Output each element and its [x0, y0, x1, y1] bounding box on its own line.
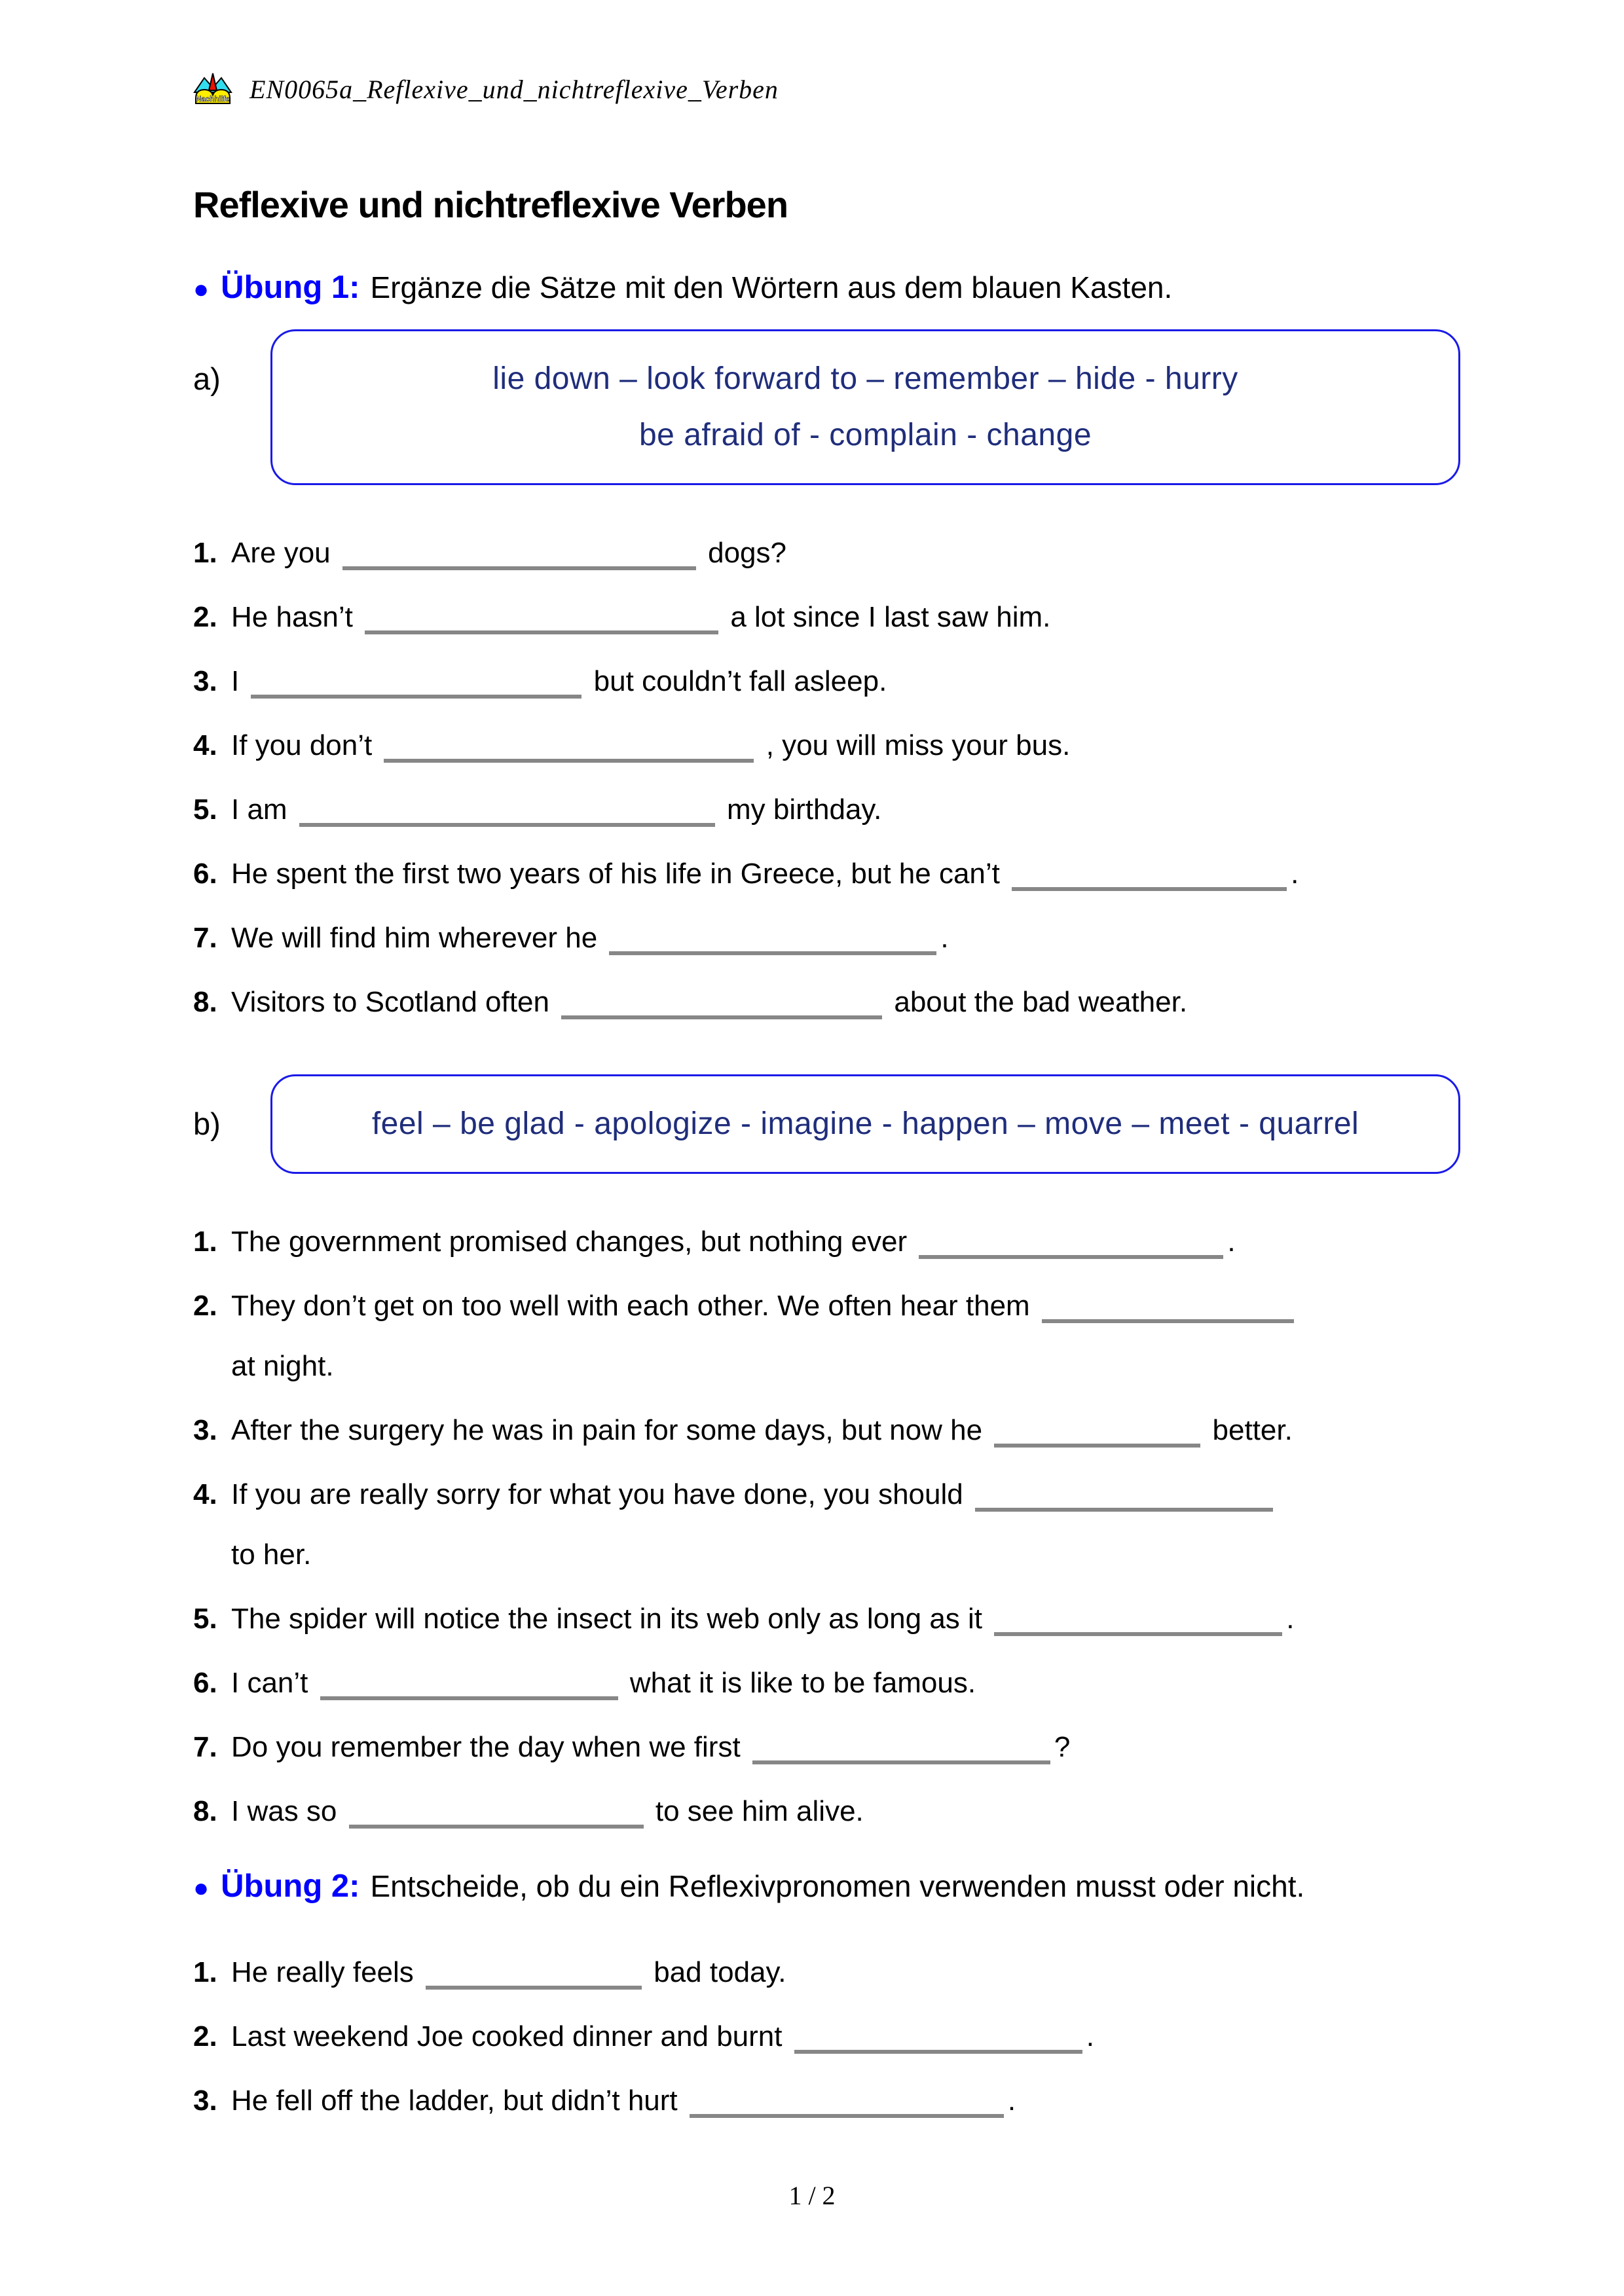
sentence-text: Visitors to Scotland often about the bad weather.: [231, 986, 1188, 1018]
blank-line: [690, 2107, 1004, 2118]
blank-line: [384, 752, 754, 763]
part-a-box-row: [193, 329, 1460, 485]
sentence-number: 2.: [193, 2020, 217, 2052]
blank-line: [975, 1501, 1273, 1512]
exercise1-label: Übung 1:: [221, 270, 360, 305]
sentence-item: [193, 844, 1460, 904]
sentence-number: 4.: [193, 1478, 217, 1510]
sentence-text: They don’t get on too well with each other. We often hear them at night.: [231, 1276, 1460, 1396]
sentence-number: 5.: [193, 793, 217, 826]
sentence-number: 1.: [193, 1226, 217, 1258]
sentence-item: [193, 1942, 1460, 2003]
blank-line: [752, 1754, 1050, 1764]
bullet-icon: ●: [193, 275, 210, 304]
sentence-item: [193, 2071, 1460, 2131]
blank-line: [794, 2043, 1082, 2054]
sentence-text: The spider will notice the insect in its web only as long as it .: [231, 1603, 1295, 1635]
word-box-line: be afraid of - complain - change: [638, 418, 1092, 452]
part-b-box-row: [193, 1074, 1460, 1174]
sentence-item: [193, 1653, 1460, 1713]
sentence-number: 1.: [193, 537, 217, 569]
blank-line: [251, 688, 581, 699]
blank-line: [609, 945, 936, 955]
sentence-item: [193, 972, 1460, 1032]
sentence-text: I can’t what it is like to be famous.: [231, 1667, 976, 1699]
sentence-text: After the surgery he was in pain for some days, but now he better.: [231, 1414, 1293, 1446]
part-b-word-box: [270, 1074, 1460, 1174]
exercise2-sentence-list: [193, 1942, 1460, 2131]
blank-line: [349, 1818, 644, 1829]
exercise2-label: Übung 2:: [221, 1868, 360, 1904]
sentence-item: [193, 716, 1460, 776]
part-a-sentence-list: [193, 523, 1460, 1032]
sentence-text: The government promised changes, but nothing ever .: [231, 1226, 1236, 1258]
exercise2-instruction: Entscheide, ob du ein Reflexivpronomen verwenden musst oder nicht.: [370, 1869, 1305, 1903]
sentence-text: I am my birthday.: [231, 793, 882, 826]
exercise2-heading: [193, 1868, 1460, 1904]
blank-line: [561, 1009, 882, 1019]
sentence-item: [193, 587, 1460, 647]
sentence-number: 3.: [193, 1414, 217, 1446]
sentence-text: If you don’t , you will miss your bus.: [231, 729, 1071, 761]
sentence-number: 6.: [193, 1667, 217, 1699]
blank-line: [994, 1626, 1282, 1636]
blank-line: [342, 560, 696, 570]
page-number: 1 / 2: [788, 2181, 836, 2210]
part-a-word-box: [270, 329, 1460, 485]
sentence-item: [193, 1781, 1460, 1842]
sentence-text: If you are really sorry for what you have done, you should to her.: [231, 1465, 1460, 1585]
sentence-item: [193, 1400, 1460, 1461]
sentence-text: He fell off the ladder, but didn’t hurt .: [231, 2085, 1016, 2117]
word-box-line: feel – be glad - apologize - imagine - happen – move – meet - quarrel: [371, 1106, 1359, 1141]
sentence-item: [193, 651, 1460, 712]
blank-line: [426, 1979, 642, 1990]
bullet-icon: ●: [193, 1874, 210, 1903]
part-a-label: a): [193, 361, 221, 396]
sentence-item: [193, 1212, 1460, 1272]
blank-line: [994, 1437, 1200, 1448]
sentence-item: [193, 1276, 1460, 1396]
sentence-text: Do you remember the day when we first ?: [231, 1731, 1071, 1763]
sentence-text: I but couldn’t fall asleep.: [231, 665, 887, 697]
sentence-text: We will find him wherever he .: [231, 922, 949, 954]
blank-line: [320, 1690, 618, 1700]
sentence-item: [193, 780, 1460, 840]
document-filename: EN0065a_Reflexive_und_nichtreflexive_Verben: [249, 74, 779, 104]
sentence-number: 8.: [193, 986, 217, 1018]
exercise1-instruction: Ergänze die Sätze mit den Wörtern aus dem blauen Kasten.: [370, 270, 1173, 304]
sentence-number: 1.: [193, 1956, 217, 1988]
sentence-number: 2.: [193, 1290, 217, 1322]
part-b-label: b): [193, 1106, 221, 1141]
sentence-number: 4.: [193, 729, 217, 761]
blank-line: [299, 816, 715, 827]
sentence-number: 7.: [193, 1731, 217, 1763]
sentence-number: 3.: [193, 665, 217, 697]
exercise1-heading: [193, 269, 1460, 306]
sentence-item: [193, 1465, 1460, 1585]
sentence-item: [193, 1717, 1460, 1777]
sentence-number: 5.: [193, 1603, 217, 1635]
logo-text: Nachhilfe: [196, 96, 230, 103]
sentence-text: Last weekend Joe cooked dinner and burnt .: [231, 2020, 1094, 2052]
sentence-text: He spent the first two years of his life in Greece, but he can’t .: [231, 858, 1299, 890]
sentence-number: 8.: [193, 1795, 217, 1827]
part-b-sentence-list: [193, 1212, 1460, 1842]
page-header: [193, 72, 1460, 106]
page-title: Reflexive und nichtreflexive Verben: [193, 184, 788, 225]
sentence-text: Are you dogs?: [231, 537, 786, 569]
sentence-number: 7.: [193, 922, 217, 954]
sentence-number: 3.: [193, 2085, 217, 2117]
sentence-text: He hasn’t a lot since I last saw him.: [231, 601, 1051, 633]
nachhilfe-logo-icon: [193, 72, 232, 106]
blank-line: [1042, 1313, 1294, 1323]
blank-line: [1012, 881, 1287, 891]
blank-line: [919, 1248, 1223, 1259]
sentence-item: [193, 908, 1460, 968]
sentence-number: 6.: [193, 858, 217, 890]
sentence-number: 2.: [193, 601, 217, 633]
word-box-line: lie down – look forward to – remember – hide - hurry: [492, 361, 1238, 396]
sentence-text: I was so to see him alive.: [231, 1795, 864, 1827]
sentence-item: [193, 523, 1460, 583]
blank-line: [365, 624, 718, 634]
sentence-item: [193, 1589, 1460, 1649]
sentence-item: [193, 2007, 1460, 2067]
sentence-text: He really feels bad today.: [231, 1956, 786, 1988]
